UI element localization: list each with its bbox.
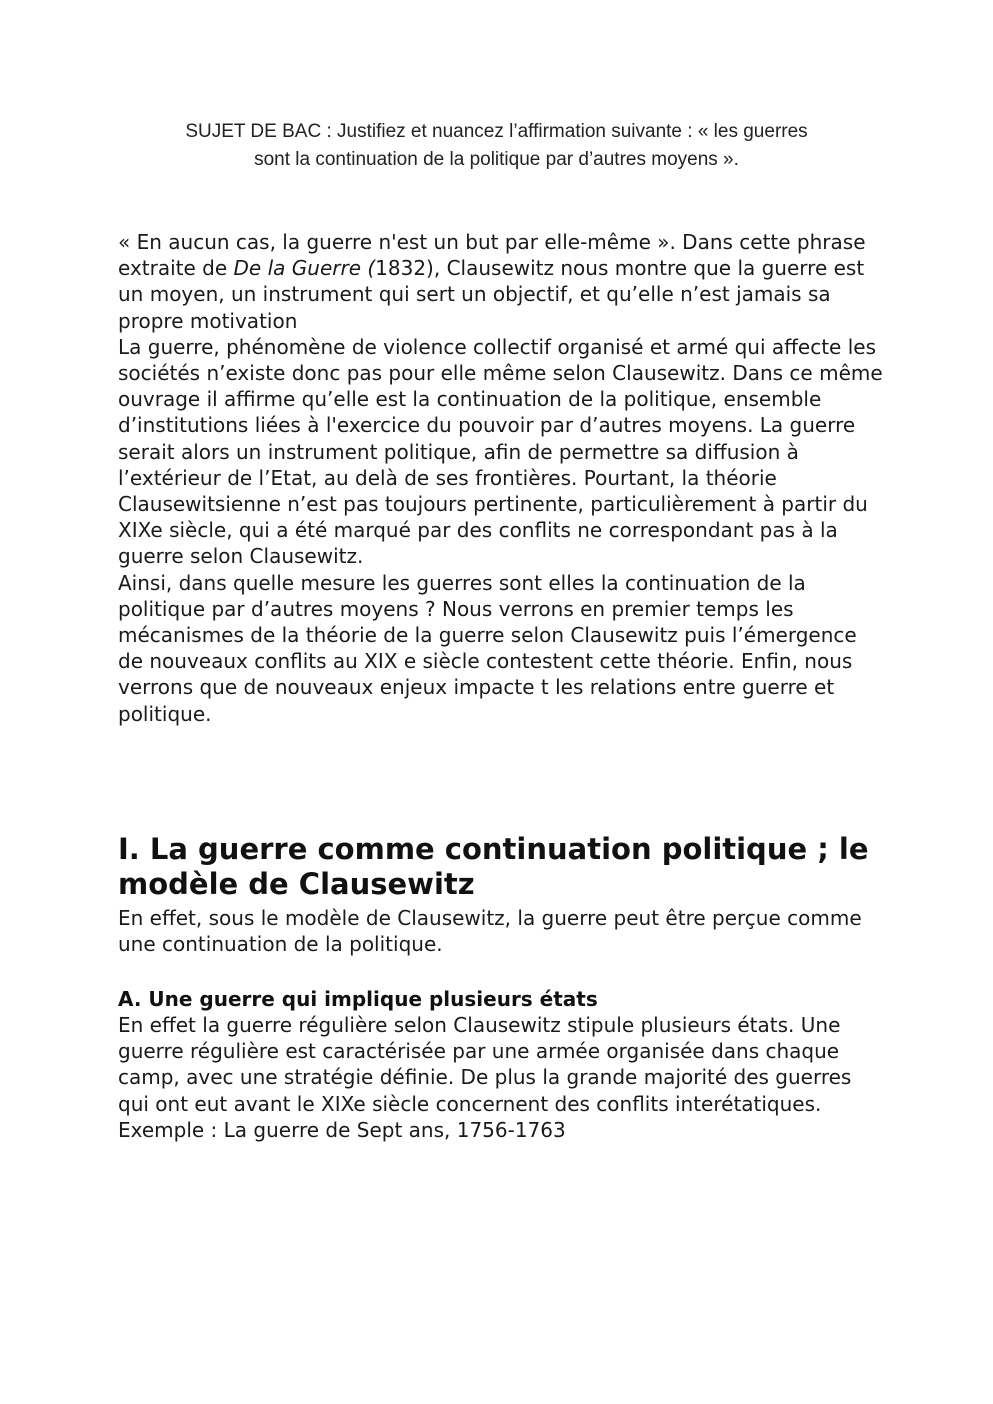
subject-line-1: SUJET DE BAC : Justifiez et nuancez l’affirmation suivante : « les guerres bbox=[185, 121, 808, 142]
subject-line-2: sont la continuation de la politique par d’autres moyens ». bbox=[254, 149, 739, 170]
introduction bbox=[118, 229, 888, 727]
section-1-lead: En effet, sous le modèle de Clausewitz, la guerre peut être perçue comme une continuation de la politique. bbox=[118, 906, 862, 957]
book-title: De la Guerre ( bbox=[233, 256, 376, 281]
exam-subject bbox=[110, 118, 883, 174]
intro-quote-before: « En aucun cas, la guerre n'est un but par elle-même ». Dans cette phrase extraite de bbox=[118, 230, 866, 281]
intro-paragraph-1 bbox=[118, 229, 888, 334]
subsection-a-heading: A. Une guerre qui implique plusieurs états bbox=[118, 987, 598, 1011]
intro-quote-after: 1832), Clausewitz nous montre que la guerre est un moyen, un instrument qui sert un objectif, et qu’elle n’est jamais sa propre motivation bbox=[118, 256, 865, 333]
subsection-a-example: Exemple : La guerre de Sept ans, 1756-1763 bbox=[118, 1117, 566, 1142]
section-1-heading: I. La guerre comme continuation politique ; le modèle de Clausewitz bbox=[118, 832, 869, 901]
subsection-a-body bbox=[118, 1012, 888, 1143]
intro-paragraph-2: La guerre, phénomène de violence collectif organisé et armé qui affecte les sociétés n’existe donc pas pour elle même selon Clausewitz. Dans ce même ouvrage il affirme qu’elle est la continuation de la politique, ensemble d’institutions liées à l'exercice du pouvoir par d’autres moyens. La guerre serait alors un instrument politique, afin de permettre sa diffusion à l’extérieur de l’Etat, au delà de ses frontières. Pourtant, la théorie Clausewitsienne n’est pas toujours pertinente, particulièrement à partir du XIXe siècle, qui a été marqué par des conflits ne correspondant pas à la guerre selon Clausewitz. bbox=[118, 334, 883, 569]
intro-paragraph-3: Ainsi, dans quelle mesure les guerres sont elles la continuation de la politique par d’autres moyens ? Nous verrons en premier temps les mécanismes de la théorie de la guerre selon Clausewitz puis l’émergence de nouveaux conflits au XIX e siècle contestent cette théorie. Enfin, nous verrons que de nouveaux enjeux impacte t les relations entre guerre et politique. bbox=[118, 570, 857, 726]
subsection-a-paragraph: En effet la guerre régulière selon Clausewitz stipule plusieurs états. Une guerre régulière est caractérisée par une armée organisée dans chaque camp, avec une stratégie définie. De plus la grande majorité des guerres qui ont eut avant le XIXe siècle concernent des conflits interétatiques. bbox=[118, 1013, 852, 1116]
